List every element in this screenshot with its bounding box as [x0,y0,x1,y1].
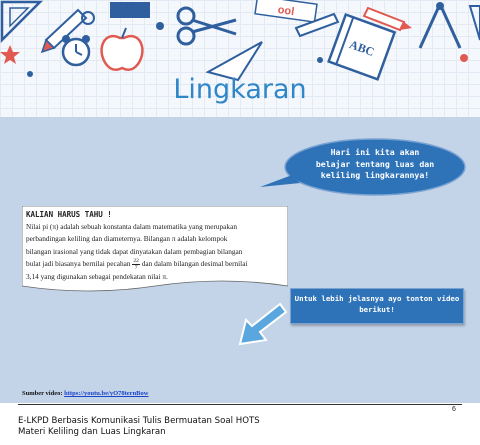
note-line [26,258,286,271]
triangle-ruler-icon [470,6,480,40]
triangle-ruler-icon [2,2,40,40]
fraction-numerator: 22 [133,257,139,264]
alarm-clock-icon [62,35,90,65]
note-body [26,209,286,283]
header-banner [0,0,480,117]
video-callout-line: berikut! [359,305,395,314]
note-line: 3,14 yang digunakan sebagai pendekatan nilai π. [26,271,168,281]
decor-school-text: ool [276,3,295,19]
page-number: 6 [452,406,456,413]
footer-divider [18,404,462,405]
book-abc-text: ABC [347,37,377,60]
star-icon [0,45,20,64]
speech-bubble-line: keliling lingkarannya! [320,170,430,180]
footer-line-2: Materi Keliling dan Luas Lingkaran [18,427,166,437]
speech-bubble-line: Hari ini kita akan [330,147,420,157]
speech-bubble-text [300,147,450,182]
dot-doodle [156,22,164,30]
note-title: KALIAN HARUS TAHU ! [26,210,112,219]
video-source [22,390,148,397]
school-label-doodle [255,0,317,22]
note-text: dan dalam bilangan desimal bernilai [141,258,248,268]
note-line: perbandingan keliling dan diameternya. Bilangan π adalah kelompok [26,234,228,244]
video-callout-line: Untuk lebih jelasnya ayo tonton video [294,294,460,303]
dot-doodle [460,54,468,62]
info-note [22,206,288,290]
note-line: bilangan irasional yang tidak dapat dinyatakan dalam pembagian bilangan [26,246,243,256]
compass-icon [420,2,460,48]
speech-bubble-line: belajar tentang luas dan [315,158,435,169]
video-source-link[interactable]: https://youtu.be/yO78ternBow [64,390,149,397]
video-callout-box [290,288,464,324]
fraction [132,258,140,271]
page-title: Lingkaran [173,74,307,105]
arrow-down-left-icon [236,300,288,348]
ruler-doodle [110,2,150,18]
note-text: bulat jadi biasanya bernilai pecahan [26,258,131,268]
fraction-denominator: 7 [134,264,138,271]
dot-doodle [317,57,323,63]
video-source-label: Sumber video: [22,390,65,397]
scissors-icon [178,8,236,44]
footer-line-1: E-LKPD Berbasis Komunikasi Tulis Bermuatan Soal HOTS [18,416,260,426]
video-callout-text [291,293,463,315]
note-line: Nilai pi (π) adalah sebuah konstanta dalam matematika yang merupakan [26,222,237,232]
apple-icon [102,28,143,70]
